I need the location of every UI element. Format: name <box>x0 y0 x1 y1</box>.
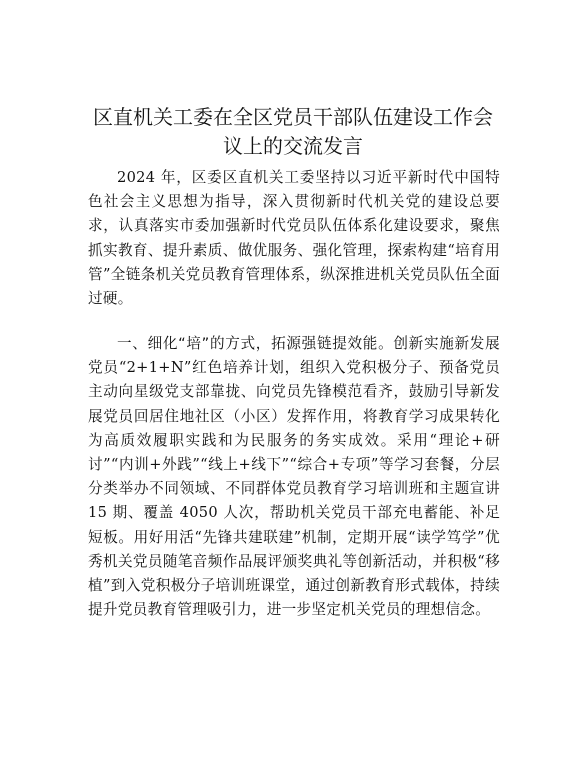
paragraph-intro <box>88 166 500 311</box>
document-title-line-2: 议上的交流发言 <box>223 134 363 158</box>
section-one-text: 创新实施新发展党员“2+1+N”红色培养计划，组织入党积极分子、预备党员主动向星级党支部靠拢、向党员先锋模范看齐，鼓励引导新发展党员回居住地社区（小区）发挥作用，将教育学习成果转化为高质效履职实践和为民服务的务实成效。采用“理论+研讨”“内训+外践”“线上+线下”“综合+专项”等学习套餐，分层分类举办不同领域、不同群体党员教育学习培训班和主题宣讲 15 期、覆盖 4050 人次，帮助机关党员干部充电蓄能、补足短板。用好用活“先锋共建联建”机制，定期开展“读学笃学”优秀机关党员随笔音频作品展评颁奖典礼等创新活动，并积极“移植”到入党积极分子培训班课堂，通过创新教育形式载体，持续提升党员教育管理吸引力，进一步坚定机关党员的理想信念。 <box>88 335 500 619</box>
document-title-line-1: 区直机关工委在全区党员干部队伍建设工作会 <box>93 105 493 129</box>
paragraph-intro-text: 2024 年，区委区直机关工委坚持以习近平新时代中国特色社会主义思想为指导，深入贯彻新时代机关党的建设总要求，认真落实市委加强新时代党员队伍体系化建设要求，聚焦抓实教育、提升素质、做优服务、强化管理，探索构建“培育用管”全链条机关党员教育管理体系，纵深推进机关党员队伍全面过硬。 <box>88 169 500 308</box>
paragraph-section-one <box>88 332 500 622</box>
section-one-heading: 一、细化“培”的方式，拓源强链提效能。 <box>117 335 394 352</box>
